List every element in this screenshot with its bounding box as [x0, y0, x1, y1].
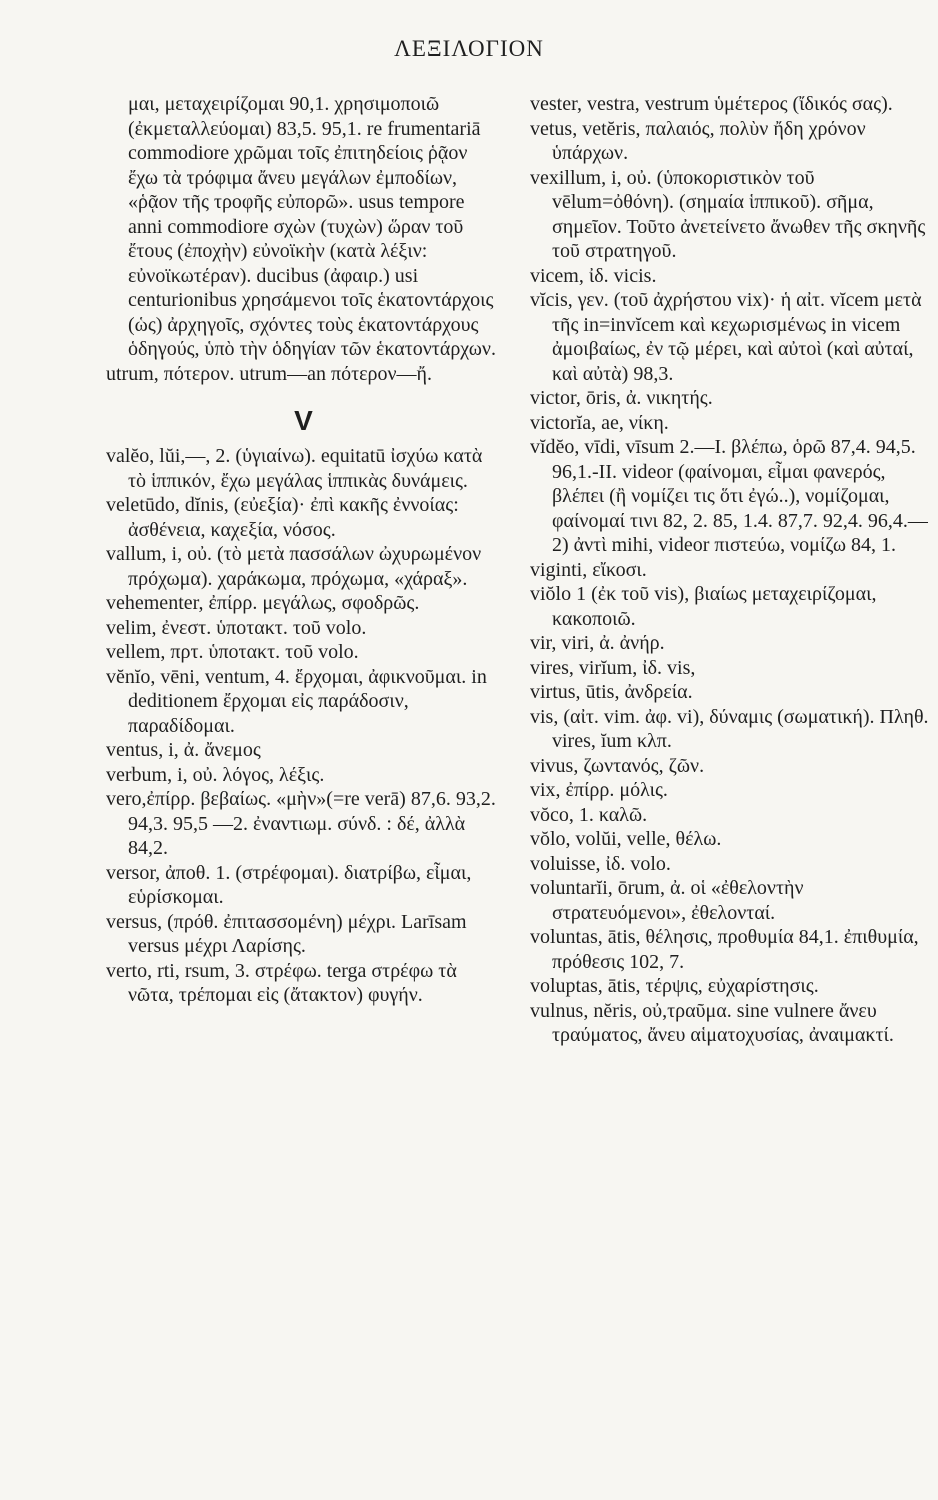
- dictionary-entry: verto, rti, rsum, 3. στρέφω. terga στρέφω τὰ νῶτα, τρέπομαι εἰς (ἄτακτον) φυγήν.: [106, 959, 457, 1006]
- dictionary-entry: verbum, i, οὐ. λόγος, λέξις.: [106, 763, 325, 786]
- dictionary-entry: voluptas, ātis, τέρψις, εὐχαρίστησις.: [530, 975, 819, 997]
- dictionary-entry: velim, ἐνεστ. ὑποτακτ. τοῦ volo.: [106, 616, 367, 639]
- dictionary-entry: vis, (αἰτ. vim. ἀφ. vi), δύναμις (σωματική). Πληθ. vires, ĭum κλπ.: [530, 705, 929, 752]
- page-title: ΛΕΞΙΛΟΓΙΟΝ: [394, 36, 544, 61]
- dictionary-entry: vĕnĭo, vēni, ventum, 4. ἔρχομαι, ἀφικνοῦμαι. in deditionem ἔρχομαι εἰς παράδοσιν, παραδίδομαι.: [106, 665, 487, 737]
- dictionary-entry: victor, ōris, ἀ. νικητής.: [530, 387, 713, 409]
- dictionary-entry: versus, (πρόθ. ἐπιτασσομένη) μέχρι. Larīsam versus μέχρι Λαρίσης.: [106, 910, 467, 957]
- dictionary-entry: vallum, i, οὐ. (τὸ μετὰ πασσάλων ὠχυρωμένον πρόχωμα). χαράκωμα, πρόχωμα, «χάραξ».: [106, 543, 482, 590]
- dictionary-entry: victorĭa, ae, νίκη.: [530, 411, 669, 434]
- left-column: [106, 92, 501, 1008]
- right-column: [530, 92, 935, 1048]
- dictionary-entry: vicem, ἰδ. vicis.: [530, 264, 657, 287]
- dictionary-entry: vero,ἐπίρρ. βεβαίως. «μὴν»(=re verā) 87,6. 93,2. 94,3. 95,5 —2. ἐναντιωμ. σύνδ. : δέ, ἀλλὰ 84,2.: [106, 788, 496, 859]
- dictionary-entry: vir, viri, ἀ. ἀνήρ.: [530, 632, 665, 654]
- dictionary-entry: vexillum, i, οὐ. (ὑποκοριστικὸν τοῦ vēlum=ὀθόνη). (σημαία ἱππικοῦ). σῆμα, σημεῖον. Τοῦτο ἀνετείνετο ἄνωθεν τῆς σκηνῆς τοῦ στρατηγοῦ.: [530, 166, 926, 262]
- dictionary-entry: vulnus, nĕris, οὐ,τραῦμα. sine vulnere ἄνευ τραύματος, ἄνευ αἱματοχυσίας, ἀναιμακτί.: [530, 999, 894, 1046]
- dictionary-entry: utrum, πότερον. utrum—an πότερον—ἤ.: [106, 362, 432, 385]
- dictionary-entry: vĭdĕo, vīdi, vīsum 2.—I. βλέπω, ὁρῶ 87,4. 94,5. 96,1.-II. videor (φαίνομαι, εἶμαι φανερός, βλέπει (ἢ νομίζει τις ὅτι ἐγώ..), νομίζομαι, φαίνομαί τινι 82, 2. 85, 1.4. 87,7. 92,4. 96,4.—2) ἀντὶ mihi, videor πιστεύω, νομίζω 84, 1.: [530, 436, 928, 556]
- dictionary-entry: voluntarĭi, ōrum, ἀ. οἱ «ἐθελοντὴν στρατευόμενοι», ἐθελονταί.: [530, 877, 804, 924]
- dictionary-entry: valĕo, lŭi,—, 2. (ὑγιαίνω). equitatū ἰσχύω κατὰ τὸ ἱππικόν, ἔχω μεγάλας ἱππικὰς δυνάμεις.: [106, 445, 483, 492]
- dictionary-entry: vires, virĭum, ἰδ. vis,: [530, 656, 696, 679]
- dictionary-entry: vetus, vetĕris, παλαιός, πολὺν ἤδη χρόνον ὑπάρχων.: [530, 117, 866, 164]
- dictionary-entry: viginti, εἴκοσι.: [530, 558, 647, 581]
- dictionary-entry: virtus, ūtis, ἀνδρεία.: [530, 681, 693, 703]
- dictionary-entry: vester, vestra, vestrum ὑμέτερος (ἴδικός σας).: [530, 93, 893, 115]
- dictionary-entry: vŏco, 1. καλῶ.: [530, 803, 648, 826]
- dictionary-entry: μαι, μεταχειρίζομαι 90,1. χρησιμοποιῶ (ἐκμεταλλεύομαι) 83,5. 95,1. re frumentariā commodiore χρῶμαι τοῖς ἐπιτηδείοις ῥᾷον ἔχω τὰ τρόφιμα ἄνευ μεγάλων ἐμποδίων, «ῥᾷον τῆς τροφῆς εὐπορῶ». usus tempore anni commodiore σχὼν (τυχὼν) ὥραν τοῦ ἔτους (ἐποχὴν) εὐνοϊκὴν (κατὰ λέξιν: εὐνοϊκωτέραν). ducibus (ἀφαιρ.) usi centurionibus χρησάμενοι τοῖς ἑκατοντάρχοις (ὡς) ἀρχηγοῖς, σχόντες τοὺς ἑκατοντάρχους ὁδηγούς, ὑπὸ τὴν ὁδηγίαν τῶν ἑκατοντάρχων.: [128, 93, 496, 360]
- dictionary-entry: vĭcis, γεν. (τοῦ ἀχρήστου vix)· ἡ αἰτ. vĭcem μετὰ τῆς in=invĭcem καὶ κεχωρισμένως in vicem ἀμοιβαίως, ἐν τῷ μέρει, καὶ αὐτοὶ (καὶ αὐταί, καὶ αὐτὰ) 98,3.: [530, 289, 922, 385]
- dictionary-entry: viŏlo 1 (ἐκ τοῦ vis), βιαίως μεταχειρίζομαι, κακοποιῶ.: [530, 583, 877, 630]
- dictionary-entry: vŏlo, volŭi, velle, θέλω.: [530, 828, 722, 850]
- dictionary-entry: veletūdo, dĭnis, (εὐεξία)· ἐπὶ κακῆς ἐννοίας: ἀσθένεια, καχεξία, νόσος.: [106, 494, 459, 541]
- dictionary-entry: vix, ἐπίρρ. μόλις.: [530, 779, 668, 801]
- dictionary-entry: vehementer, ἐπίρρ. μεγάλως, σφοδρῶς.: [106, 592, 420, 614]
- dictionary-entry: voluntas, ātis, θέλησις, προθυμία 84,1. ἐπιθυμία, πρόθεσις 102, 7.: [530, 926, 919, 973]
- dictionary-entry: ventus, i, ἀ. ἄνεμος: [106, 739, 261, 761]
- dictionary-entry: voluisse, ἰδ. volo.: [530, 852, 671, 875]
- section-letter: V: [294, 405, 313, 436]
- dictionary-entry: vellem, πρτ. ὑποτακτ. τοῦ volo.: [106, 641, 359, 663]
- dictionary-entry: versor, ἀποθ. 1. (στρέφομαι). διατρίβω, εἶμαι, εὑρίσκομαι.: [106, 861, 472, 908]
- dictionary-entry: vivus, ζωντανός, ζῶν.: [530, 754, 705, 777]
